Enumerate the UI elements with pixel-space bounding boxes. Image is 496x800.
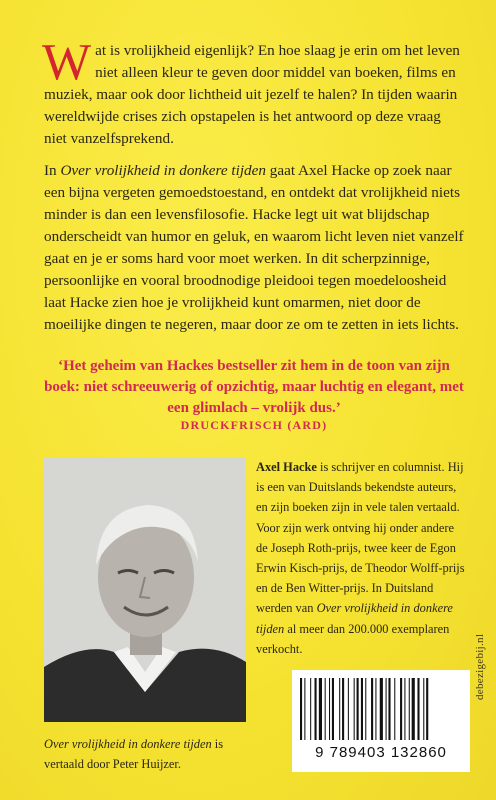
author-photo <box>44 457 246 722</box>
intro-paragraph <box>42 34 464 150</box>
bio-text-1: is schrijver en columnist. Hij is een van Duitslands bekendste auteurs, en zijn boeken zijn in vele talen vertaald. Voor zijn werk ontving hij onder andere de Joseph Roth-prijs, twee keer de Egon Erwin Kisch-prijs, de Theodor Wolff-prijs en de Ben Witter-prijs. In Duitsland werden van <box>256 460 465 616</box>
drop-cap: W <box>42 34 92 91</box>
author-name: Axel Hacke <box>256 460 317 474</box>
book-title-inline: Over vrolijkheid in donkere tijden <box>60 162 266 179</box>
intro-text: at is vrolijkheid eigenlijk? En hoe slaag je erin om het leven niet alleen kleur te geven door middel van boeken, films en muziek, maar ook door lichtheid uit jezelf te halen? In tijden waarin wereldwijde crises zich opstapelen is het antwoord op deze vraag niet vanzelfsprekend. <box>44 42 460 147</box>
translator-credit <box>44 734 254 774</box>
author-portrait-illustration <box>44 457 246 722</box>
quote-attribution: DRUCKFRISCH (ARD) <box>180 418 328 432</box>
isbn-barcode <box>292 670 470 772</box>
description-pre: In <box>44 162 61 179</box>
barcode-bars <box>300 678 462 740</box>
description-paragraph <box>44 160 464 336</box>
author-bio <box>256 457 466 659</box>
bio-text-2: al meer dan 200.000 exemplaren verkocht. <box>256 621 450 656</box>
isbn-number: 9 789403 132860 <box>315 744 447 761</box>
publisher-url: debezigebij.nl <box>474 633 486 700</box>
description-text: gaat Axel Hacke op zoek naar een bijna vergeten gemoedstoestand, en ontdekt dat vrolijkheid niets minder is dan een levensfilosofie. Hacke legt uit wat blijdschap onderscheidt van humor en geluk, en waarom licht leven niet vanzelf gaat en je er soms hard voor moet werken. In dit scherpzinnige, persoonlijke en vooral broodnodige pleidooi tegen moedeloosheid laat Hacke zien hoe je vrolijkheid kunt omarmen, niet door de moeilijke dingen te negeren, maar door ze om te zetten in iets lichts. <box>44 162 464 333</box>
review-quote: ‘Het geheim van Hackes bestseller zit hem in de toon van zijn boek: niet schreeuwerig of opzichtig, maar luchtig en elegant, met een glimlach – vrolijk dus.’ <box>44 358 464 416</box>
bio-book-title: Over vrolijkheid in donkere tijden <box>256 601 453 636</box>
caption-text: is vertaald door Peter Huijzer. <box>44 737 224 771</box>
caption-book-title: Over vrolijkheid in donkere tijden <box>44 737 212 751</box>
